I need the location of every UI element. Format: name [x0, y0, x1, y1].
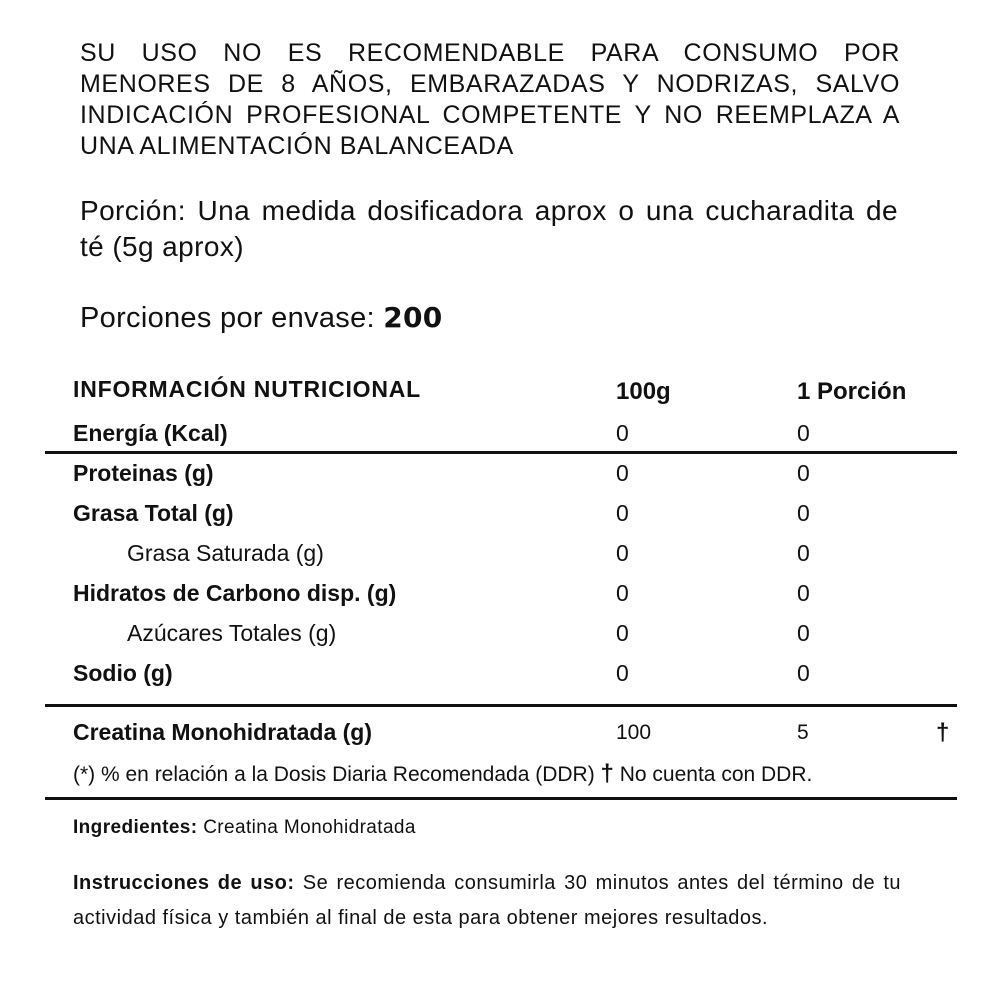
table-divider: [45, 704, 957, 707]
row-label-carbohydrates: Hidratos de Carbono disp. (g): [73, 580, 397, 606]
row-label-saturated-fat: Grasa Saturada (g): [127, 540, 324, 566]
row-label-protein: Proteinas (g): [73, 460, 214, 486]
row-energy-perportion: 0: [797, 420, 810, 446]
column-header-100g: 100g: [616, 378, 671, 405]
row-saturated-fat-per100: 0: [616, 540, 629, 566]
row-label-energy: Energía (Kcal): [73, 420, 228, 446]
instructions: [73, 866, 901, 936]
row-sodium-perportion: 0: [797, 660, 810, 686]
ingredients: [73, 817, 416, 839]
ingredients-label: Ingredientes:: [73, 817, 198, 838]
warning-text: SU USO NO ES RECOMENDABLE PARA CONSUMO POR MENORES DE 8 AÑOS, EMBARAZADAS Y NODRIZAS, SALVO INDICACIÓN PROFESIONAL COMPETENTE Y NO REEMPLAZA A UNA ALIMENTACIÓN BALANCEADA: [80, 39, 900, 160]
servings-value: 200: [383, 301, 443, 334]
row-energy-per100: 0: [616, 420, 629, 446]
row-creatine-per100: 100: [616, 721, 652, 744]
row-saturated-fat-perportion: 0: [797, 540, 810, 566]
dagger-mark: †: [936, 719, 950, 746]
row-label-total-sugars: Azúcares Totales (g): [127, 620, 337, 646]
row-carbohydrates-perportion: 0: [797, 580, 810, 606]
ddr-note: [73, 760, 812, 788]
column-header-portion: 1 Porción: [797, 378, 907, 405]
row-total-fat-per100: 0: [616, 500, 629, 526]
row-total-sugars-perportion: 0: [797, 620, 810, 646]
ddr-note-text: (*) % en relación a la Dosis Diaria Recomendada (DDR): [73, 763, 595, 786]
row-label-total-fat: Grasa Total (g): [73, 500, 234, 526]
table-divider: [45, 451, 957, 454]
row-protein-per100: 0: [616, 460, 629, 486]
row-creatine-perportion: 5: [797, 721, 809, 744]
servings-label: Porciones por envase:: [80, 302, 375, 334]
row-sodium-per100: 0: [616, 660, 629, 686]
instructions-value: Se recomienda consumirla 30 minutos antes del término de tu actividad física y también al final de esta para obtener mejores resultados.: [73, 872, 901, 929]
servings-per-container: [80, 301, 443, 335]
table-title: INFORMACIÓN NUTRICIONAL: [73, 376, 422, 402]
ingredients-value: Creatina Monohidratada: [203, 817, 416, 838]
row-label-creatine: Creatina Monohidratada (g): [73, 719, 373, 745]
ddr-note-suffix: No cuenta con DDR.: [619, 763, 813, 786]
row-label-sodium: Sodio (g): [73, 660, 173, 686]
table-divider: [45, 797, 957, 800]
row-total-sugars-per100: 0: [616, 620, 629, 646]
portion-text: Porción: Una medida dosificadora aprox o una cucharadita de té (5g aprox): [80, 195, 898, 262]
instructions-label: Instrucciones de uso:: [73, 872, 295, 894]
dagger-symbol: †: [600, 760, 614, 787]
row-carbohydrates-per100: 0: [616, 580, 629, 606]
row-total-fat-perportion: 0: [797, 500, 810, 526]
row-protein-perportion: 0: [797, 460, 810, 486]
